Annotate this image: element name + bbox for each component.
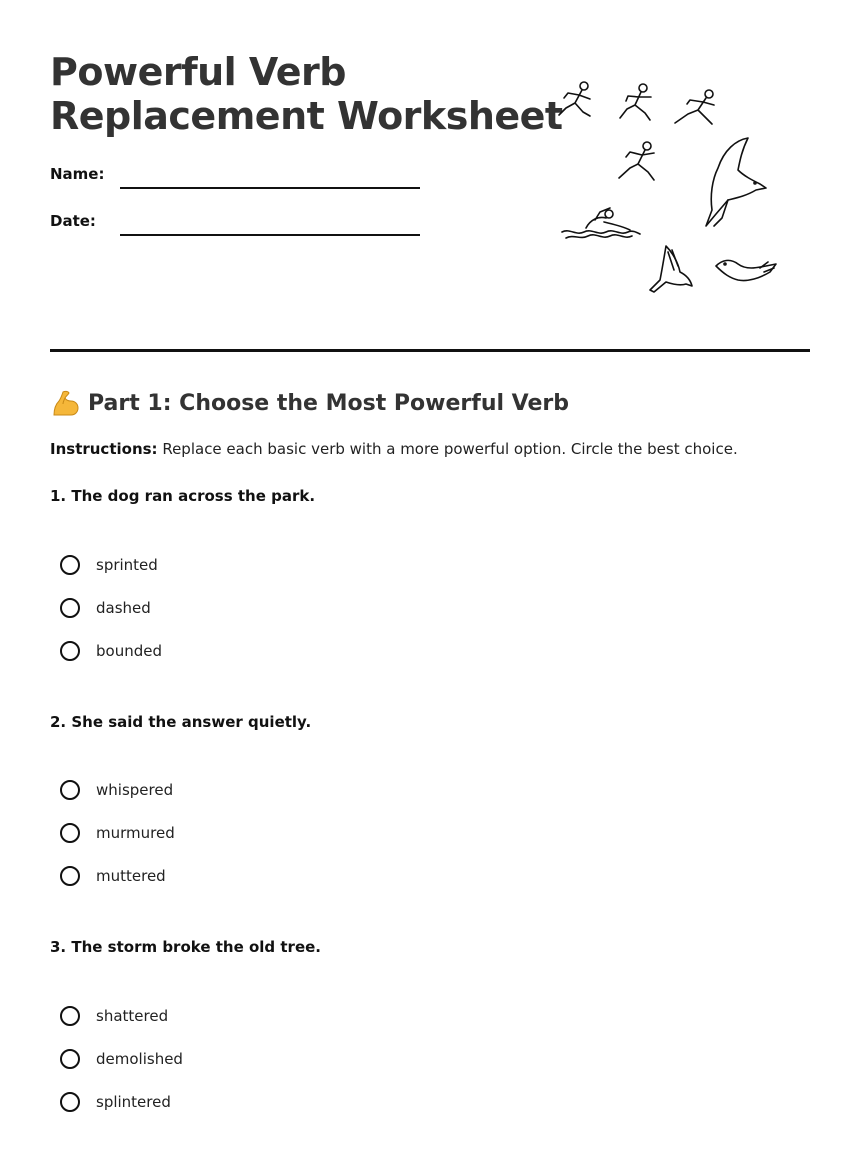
name-field[interactable] — [120, 187, 420, 189]
page-title — [50, 50, 563, 138]
date-label: Date: — [50, 212, 96, 230]
date-field[interactable] — [120, 234, 420, 236]
gull-icon — [716, 260, 776, 280]
radio-circle[interactable] — [60, 780, 80, 800]
radio-circle[interactable] — [60, 641, 80, 661]
option-label: bounded — [96, 642, 162, 660]
flexed-biceps-icon — [50, 388, 80, 418]
instructions-text: Replace each basic verb with a more powerful option. Circle the best choice. — [157, 440, 738, 458]
instructions-label: Instructions: — [50, 440, 158, 458]
name-label: Name: — [50, 165, 105, 183]
option-label: dashed — [96, 599, 151, 617]
instructions — [50, 440, 738, 458]
section-divider — [50, 349, 810, 352]
radio-circle[interactable] — [60, 866, 80, 886]
title-line-1: Powerful Verb — [50, 50, 346, 94]
option-bounded[interactable] — [60, 639, 162, 663]
radio-circle[interactable] — [60, 1092, 80, 1112]
question-1: 1. The dog ran across the park. — [50, 487, 316, 505]
radio-circle[interactable] — [60, 598, 80, 618]
option-label: muttered — [96, 867, 166, 885]
option-muttered[interactable] — [60, 864, 166, 888]
runner-icon — [675, 90, 714, 124]
option-demolished[interactable] — [60, 1047, 183, 1071]
option-dashed[interactable] — [60, 596, 151, 620]
radio-circle[interactable] — [60, 555, 80, 575]
question-3: 3. The storm broke the old tree. — [50, 938, 321, 956]
option-sprinted[interactable] — [60, 553, 158, 577]
gull-icon — [650, 246, 692, 292]
option-label: murmured — [96, 824, 175, 842]
option-label: shattered — [96, 1007, 169, 1025]
option-label: splintered — [96, 1093, 171, 1111]
title-line-2: Replacement Worksheet — [50, 94, 563, 138]
radio-circle[interactable] — [60, 823, 80, 843]
option-label: demolished — [96, 1050, 183, 1068]
question-2: 2. She said the answer quietly. — [50, 713, 312, 731]
runner-icon — [619, 142, 654, 180]
option-murmured[interactable] — [60, 821, 175, 845]
option-label: sprinted — [96, 556, 158, 574]
gull-icon — [706, 138, 766, 226]
part1-title: Part 1: Choose the Most Powerful Verb — [88, 390, 570, 416]
option-whispered[interactable] — [60, 778, 173, 802]
option-shattered[interactable] — [60, 1004, 168, 1028]
part1-heading — [50, 388, 569, 418]
radio-circle[interactable] — [60, 1049, 80, 1069]
option-label: whispered — [96, 781, 174, 799]
runner-icon — [559, 82, 590, 116]
swimmer-icon — [562, 208, 640, 238]
action-clipart — [550, 70, 790, 310]
radio-circle[interactable] — [60, 1006, 80, 1026]
runner-icon — [620, 84, 651, 120]
option-splintered[interactable] — [60, 1090, 171, 1114]
